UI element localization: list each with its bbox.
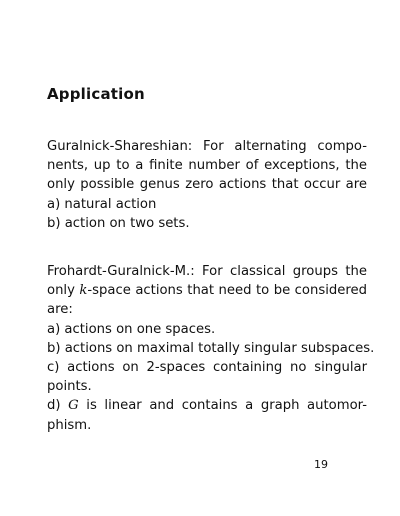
text-line: a) actions on one spaces. [47,321,216,337]
paragraph-frohardt-guralnick-m [47,262,375,435]
paragraph-guralnick-shareshian [47,137,367,233]
text-fragment: is linear and contains a graph automor- [78,398,367,414]
text-line: points. [47,379,92,395]
text-line [47,396,367,415]
text-line: b) action on two sets. [47,215,190,231]
text-line: b) actions on maximal totally singular subspaces. [47,340,375,356]
text-fragment: only [47,283,80,299]
text-fragment: d) [47,398,69,414]
text-fragment: -space actions that need to be considered [87,283,367,299]
text-line: Guralnick-Shareshian: For alternating compo- [47,139,367,154]
text-line: a) natural action [47,196,157,212]
text-line: phism. [47,417,92,433]
text-line: are: [47,302,73,318]
text-line: Frohardt-Guralnick-M.: For classical groups the [47,264,367,279]
text-line: c) actions on 2-spaces containing no singular [47,360,367,376]
section-heading: Application [47,85,145,103]
math-variable-k: k [79,283,88,299]
text-line: nents, up to a finite number of exceptions, the [47,158,367,174]
text-line [47,281,367,300]
text-line: only possible genus zero actions that occur are [47,177,367,193]
page-number: 19 [314,458,328,471]
math-variable-g: G [68,398,79,414]
